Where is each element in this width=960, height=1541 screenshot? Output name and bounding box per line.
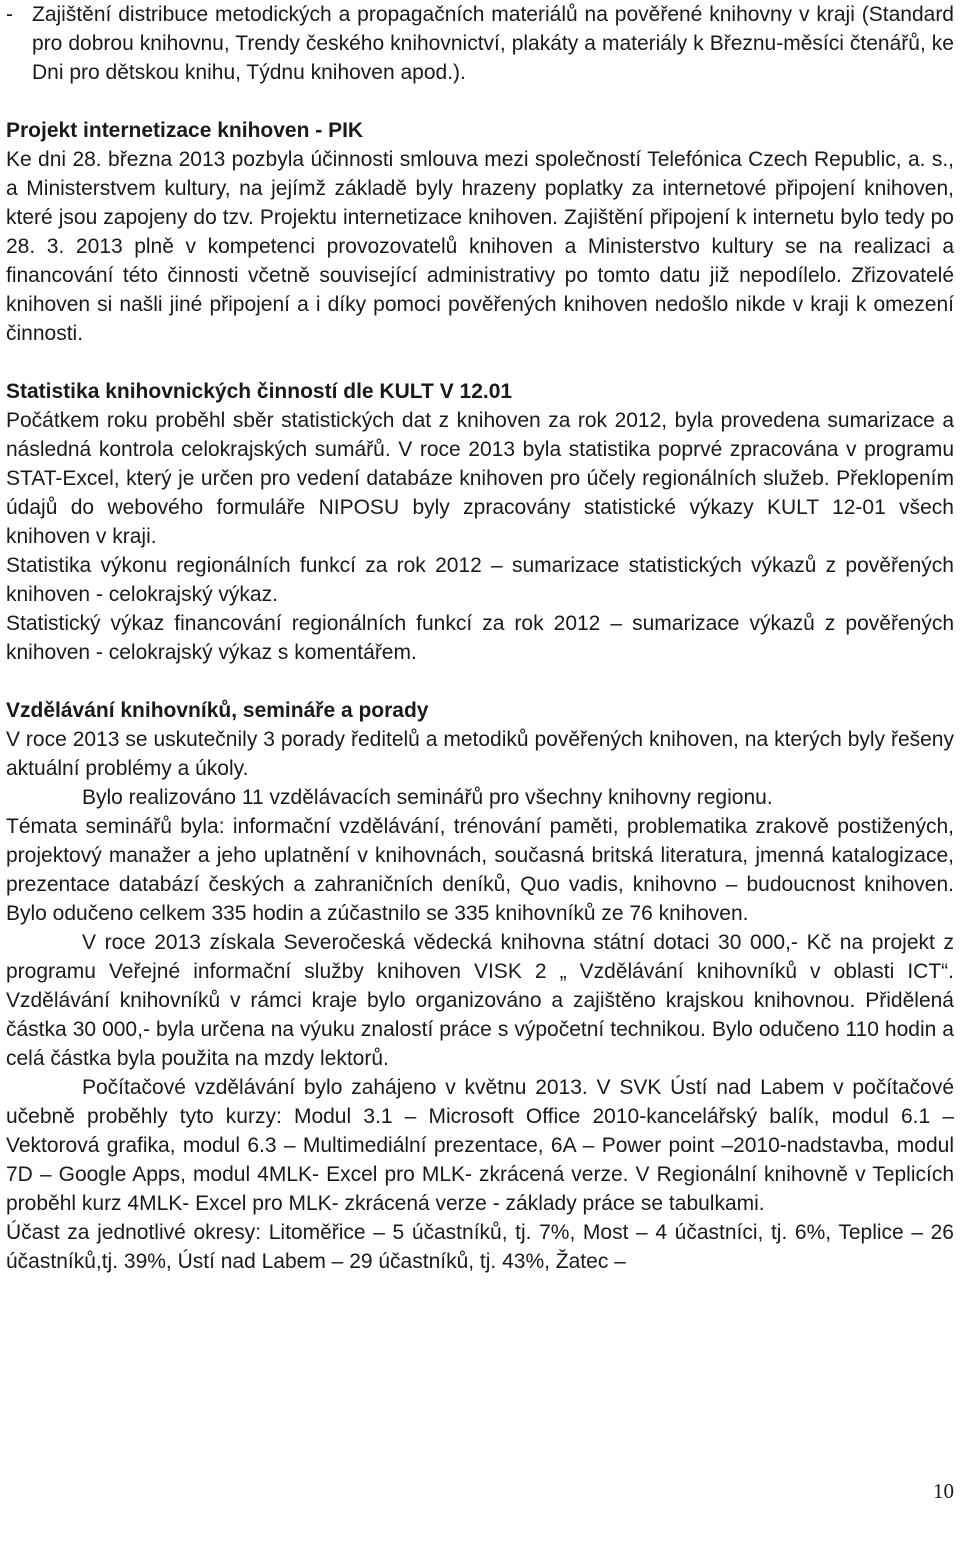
bullet-text: Zajištění distribuce metodických a propagačních materiálů na pověřené knihovny v kraji (Standard pro dobrou knihovnu, Trendy českého knihovnictví, plakáty a materiály k Březnu-měsíci čtenářů, ke Dni pro dětskou knihu, Týdnu knihoven apod.).	[32, 3, 954, 84]
education-paragraph-3: Témata seminářů byla: informační vzdělávání, trénování paměti, problematika zrakově postižených, projektový manažer a jeho uplatnění v knihovnách, současná britská literatura, jmenná katalogizace, prezentace databází českých a zahraničních deníků, Quo vadis, knihovno – budoucnost knihoven. Bylo odučeno celkem 335 hodin a zúčastnilo se 335 knihovníků ze 76 knihoven.	[6, 815, 954, 925]
bullet-item	[6, 0, 954, 87]
statistics-paragraph-1: Počátkem roku proběhl sběr statistických dat z knihoven za rok 2012, byla provedena sumarizace a následná kontrola celokrajských sumářů. V roce 2013 byla statistika poprvé zpracována v programu STAT-Excel, který je určen pro vedení databáze knihoven pro účely regionálních služeb. Překlopením údajů do webového formuláře NIPOSU byly zpracovány statistické výkazy KULT 12-01 všech knihoven v kraji.	[6, 409, 954, 548]
education-paragraph-6: Účast za jednotlivé okresy: Litoměřice – 5 účastníků, tj. 7%, Most – 4 účastníci, tj. 6%, Teplice – 26 účastníků,tj. 39%, Ústí nad Labem – 29 účastníků, tj. 43%, Žatec –	[6, 1221, 954, 1273]
page-number: 10	[933, 1479, 954, 1503]
section-heading-education: Vzdělávání knihovníků, semináře a porady	[6, 699, 429, 722]
statistics-paragraph-2: Statistika výkonu regionálních funkcí za rok 2012 – sumarizace statistických výkazů z pověřených knihoven - celokrajský výkaz.	[6, 554, 954, 606]
education-paragraph-5: Počítačové vzdělávání bylo zahájeno v květnu 2013. V SVK Ústí nad Labem v počítačové učebně proběhly tyto kurzy: Modul 3.1 – Microsoft Office 2010-kancelářský balík, modul 6.1 – Vektorová grafika, modul 6.3 – Multimediální prezentace, 6A – Power point –2010-nadstavba, modul 7D – Google Apps, modul 4MLK- Excel pro MLK- zkrácená verze. V Regionální knihovně v Teplicích proběhl kurz 4MLK- Excel pro MLK- zkrácená verze - základy práce se tabulkami.	[6, 1076, 954, 1215]
education-paragraph-4: V roce 2013 získala Severočeská vědecká knihovna státní dotaci 30 000,- Kč na projekt z programu Veřejné informační služby knihoven VISK 2 „ Vzdělávání knihovníků v oblasti ICT“. Vzdělávání knihovníků v rámci kraje bylo organizováno a zajištěno krajskou knihovnou. Přidělená částka 30 000,- byla určena na výuku znalostí práce s výpočetní technikou. Bylo odučeno 110 hodin a celá částka byla použita na mzdy lektorů.	[6, 931, 954, 1070]
section-heading-statistics: Statistika knihovnických činností dle KULT V 12.01	[6, 380, 513, 403]
section-heading-pik: Projekt internetizace knihoven - PIK	[6, 119, 364, 142]
statistics-paragraph-3: Statistický výkaz financování regionálních funkcí za rok 2012 – sumarizace výkazů z pověřených knihoven - celokrajský výkaz s komentářem.	[6, 612, 954, 664]
education-paragraph-1: V roce 2013 se uskutečnily 3 porady ředitelů a metodiků pověřených knihoven, na kterých byly řešeny aktuální problémy a úkoly.	[6, 728, 954, 780]
bullet-dash: -	[6, 3, 13, 26]
document-page	[6, 0, 954, 1276]
pik-paragraph: Ke dni 28. března 2013 pozbyla účinnosti smlouva mezi společností Telefónica Czech Republic, a. s., a Ministerstvem kultury, na jejímž základě byly hrazeny poplatky za internetové připojení knihoven, které jsou zapojeny do tzv. Projektu internetizace knihoven. Zajištění připojení k internetu bylo tedy po 28. 3. 2013 plně v kompetenci provozovatelů knihoven a Ministerstvo kultury se na realizaci a financování této činnosti včetně související administrativy po tomto datu již nepodílelo. Zřizovatelé knihoven si našli jiné připojení a i díky pomoci pověřených knihoven nedošlo nikde v kraji k omezení činnosti.	[6, 148, 954, 345]
education-paragraph-2: Bylo realizováno 11 vzdělávacích seminářů pro všechny knihovny regionu.	[82, 786, 773, 809]
